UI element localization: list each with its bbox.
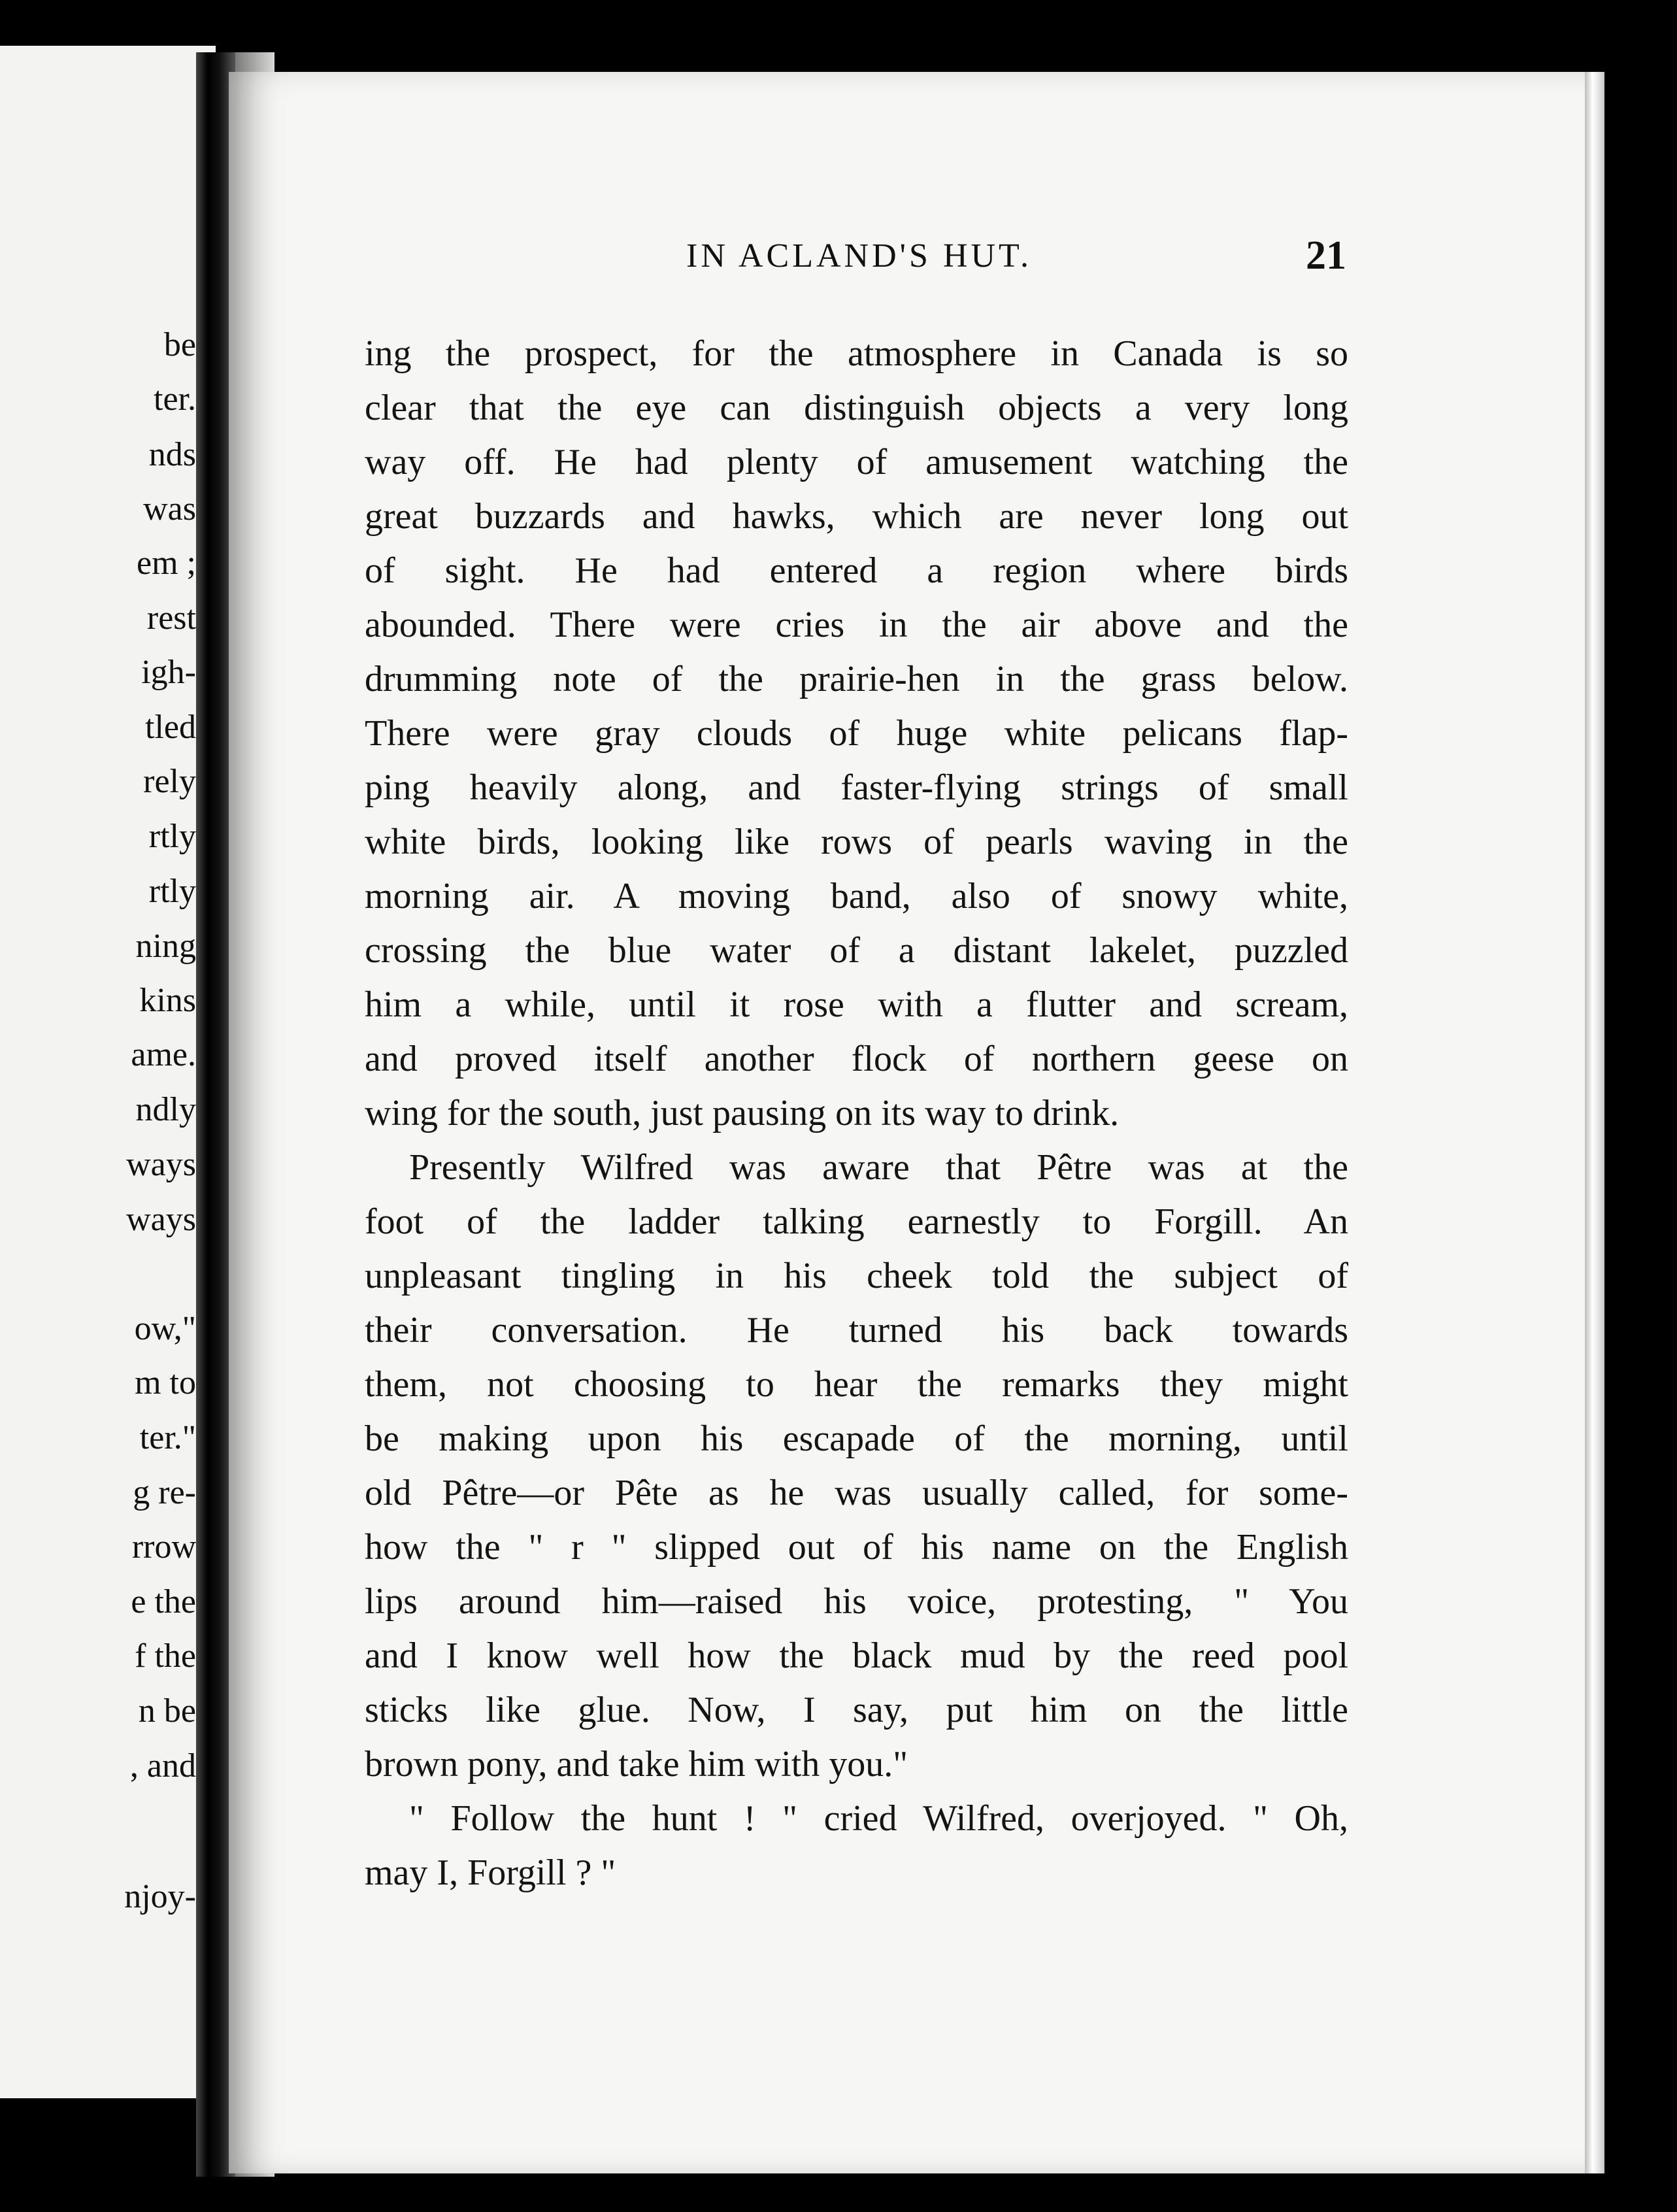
text-line: him a while, until it rose with a flutter and scream, bbox=[365, 984, 1348, 1025]
left-page-line: f the bbox=[135, 1637, 196, 1675]
text-line: wing for the south, just pausing on its way to drink. bbox=[365, 1093, 1120, 1133]
text-line: ing the prospect, for the atmosphere in Canada is so bbox=[365, 333, 1348, 374]
left-page-line: , and bbox=[129, 1747, 196, 1785]
text-line: abounded. There were cries in the air above and the bbox=[365, 605, 1348, 645]
left-page-line: ame. bbox=[131, 1036, 196, 1073]
left-page-line: g re- bbox=[133, 1474, 196, 1511]
left-page-line: e the bbox=[131, 1583, 196, 1620]
text-line: foot of the ladder talking earnestly to Forgill. An bbox=[365, 1201, 1348, 1242]
text-line: There were gray clouds of huge white pelicans flap- bbox=[365, 713, 1348, 754]
text-line: brown pony, and take him with you." bbox=[365, 1744, 908, 1785]
text-line: great buzzards and hawks, which are never long out bbox=[365, 496, 1348, 537]
text-line: old Pêtre—or Pête as he was usually called, for some- bbox=[365, 1473, 1348, 1513]
running-head: IN ACLAND'S HUT. bbox=[686, 237, 1032, 275]
left-page-line: njoy- bbox=[124, 1878, 196, 1915]
text-line: and proved itself another flock of northern geese on bbox=[365, 1039, 1348, 1079]
left-page-line: rrow bbox=[131, 1528, 196, 1566]
text-line: clear that the eye can distinguish objects a very long bbox=[365, 388, 1348, 428]
text-line: how the " r " slipped out of his name on the English bbox=[365, 1527, 1348, 1567]
text-line: way off. He had plenty of amusement watching the bbox=[365, 442, 1348, 482]
text-line: and I know well how the black mud by the reed pool bbox=[365, 1635, 1348, 1676]
page-edge bbox=[1585, 72, 1604, 2173]
left-page-line: ndly bbox=[135, 1091, 196, 1128]
left-page-line: igh- bbox=[141, 654, 196, 691]
text-line: morning air. A moving band, also of snowy white, bbox=[365, 876, 1348, 916]
left-page-line: ways bbox=[126, 1146, 196, 1183]
text-line: drumming note of the prairie-hen in the grass below. bbox=[365, 659, 1348, 699]
text-line: their conversation. He turned his back towards bbox=[365, 1310, 1348, 1350]
left-page-line: rest bbox=[146, 599, 196, 637]
left-page-line: ow," bbox=[134, 1310, 196, 1347]
left-facing-page bbox=[0, 46, 216, 2098]
left-page-line: be bbox=[163, 326, 196, 363]
text-line: of sight. He had entered a region where birds bbox=[365, 550, 1348, 591]
text-line: crossing the blue water of a distant lakelet, puzzled bbox=[365, 930, 1348, 971]
left-page-line: em ; bbox=[137, 545, 196, 582]
left-page-line: nds bbox=[148, 436, 196, 473]
text-line: " Follow the hunt ! " cried Wilfred, overjoyed. " Oh, bbox=[409, 1798, 1348, 1839]
text-line: lips around him—raised his voice, protesting, " You bbox=[365, 1581, 1348, 1622]
text-line: unpleasant tingling in his cheek told the subject of bbox=[365, 1256, 1348, 1296]
left-page-line: tled bbox=[145, 709, 196, 746]
left-page-line: rtly bbox=[148, 818, 196, 855]
text-line: Presently Wilfred was aware that Pêtre was at the bbox=[409, 1147, 1348, 1188]
left-page-line: ter." bbox=[139, 1419, 196, 1456]
text-line: them, not choosing to hear the remarks they might bbox=[365, 1364, 1348, 1405]
left-page-line: m to bbox=[135, 1364, 196, 1401]
left-page-line: ning bbox=[135, 928, 196, 965]
page-number: 21 bbox=[1306, 233, 1346, 278]
text-line: may I, Forgill ? " bbox=[365, 1852, 616, 1893]
left-page-line: kins bbox=[139, 982, 196, 1019]
text-line: ping heavily along, and faster-flying strings of small bbox=[365, 767, 1348, 808]
left-page-line: was bbox=[143, 490, 196, 528]
left-page-line: rtly bbox=[148, 873, 196, 910]
left-page-line: rely bbox=[143, 763, 196, 800]
text-line: white birds, looking like rows of pearls waving in the bbox=[365, 822, 1348, 862]
text-line: sticks like glue. Now, I say, put him on the little bbox=[365, 1690, 1348, 1730]
left-page-line: ter. bbox=[154, 380, 196, 418]
body-text bbox=[365, 327, 1348, 1900]
left-page-line: n be bbox=[138, 1692, 196, 1730]
text-line: be making upon his escapade of the morning, until bbox=[365, 1418, 1348, 1459]
left-page-line: ways bbox=[126, 1201, 196, 1238]
